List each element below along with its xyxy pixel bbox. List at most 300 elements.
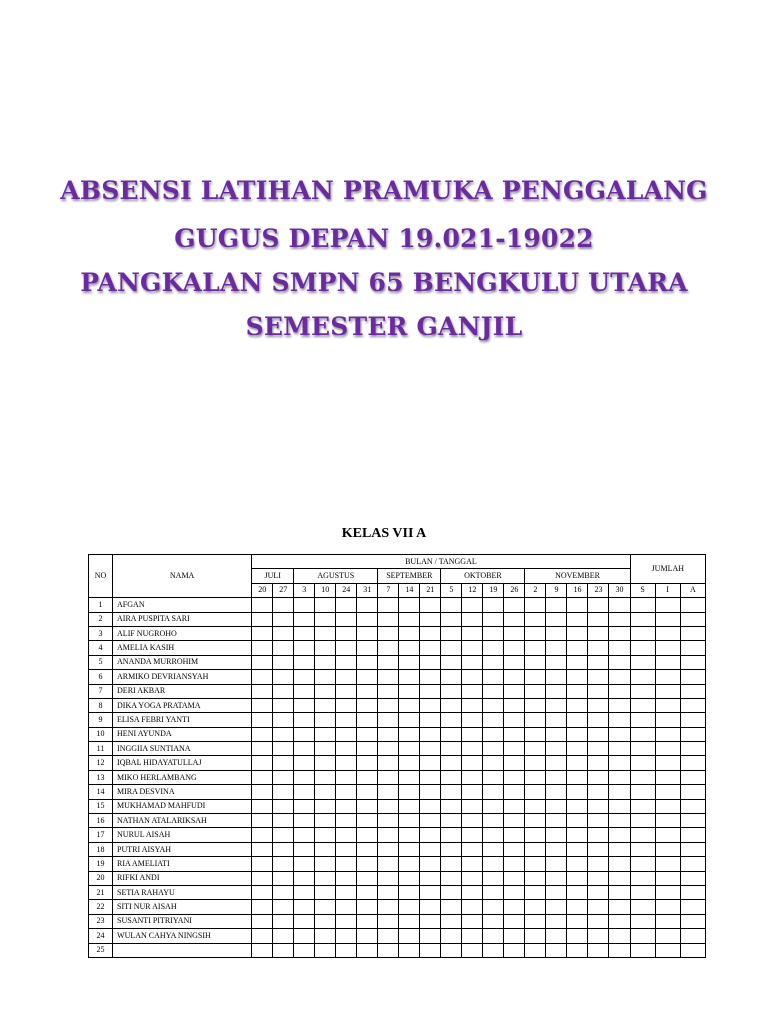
attendance-cell[interactable] xyxy=(546,914,567,928)
attendance-cell[interactable] xyxy=(357,612,378,626)
attendance-cell[interactable] xyxy=(336,885,357,899)
attendance-cell[interactable] xyxy=(525,914,546,928)
attendance-cell[interactable] xyxy=(294,742,315,756)
attendance-cell[interactable] xyxy=(609,655,630,669)
attendance-cell[interactable] xyxy=(273,914,294,928)
attendance-cell[interactable] xyxy=(357,598,378,612)
attendance-cell[interactable] xyxy=(294,756,315,770)
attendance-cell[interactable] xyxy=(655,828,680,842)
attendance-cell[interactable] xyxy=(525,655,546,669)
attendance-cell[interactable] xyxy=(680,857,705,871)
attendance-cell[interactable] xyxy=(378,785,399,799)
attendance-cell[interactable] xyxy=(525,727,546,741)
attendance-cell[interactable] xyxy=(462,655,483,669)
attendance-cell[interactable] xyxy=(294,655,315,669)
attendance-cell[interactable] xyxy=(357,770,378,784)
attendance-cell[interactable] xyxy=(546,612,567,626)
attendance-cell[interactable] xyxy=(546,641,567,655)
attendance-cell[interactable] xyxy=(420,914,441,928)
attendance-cell[interactable] xyxy=(420,900,441,914)
attendance-cell[interactable] xyxy=(420,828,441,842)
attendance-cell[interactable] xyxy=(252,857,273,871)
attendance-cell[interactable] xyxy=(420,670,441,684)
attendance-cell[interactable] xyxy=(252,943,273,957)
attendance-cell[interactable] xyxy=(546,684,567,698)
attendance-cell[interactable] xyxy=(294,914,315,928)
attendance-cell[interactable] xyxy=(378,814,399,828)
attendance-cell[interactable] xyxy=(609,713,630,727)
attendance-cell[interactable] xyxy=(567,713,588,727)
attendance-cell[interactable] xyxy=(525,871,546,885)
attendance-cell[interactable] xyxy=(567,770,588,784)
attendance-cell[interactable] xyxy=(588,943,609,957)
attendance-cell[interactable] xyxy=(336,828,357,842)
attendance-cell[interactable] xyxy=(609,598,630,612)
attendance-cell[interactable] xyxy=(525,814,546,828)
attendance-cell[interactable] xyxy=(399,698,420,712)
attendance-cell[interactable] xyxy=(420,727,441,741)
attendance-cell[interactable] xyxy=(546,943,567,957)
attendance-cell[interactable] xyxy=(378,828,399,842)
attendance-cell[interactable] xyxy=(336,684,357,698)
attendance-cell[interactable] xyxy=(420,770,441,784)
attendance-cell[interactable] xyxy=(378,914,399,928)
attendance-cell[interactable] xyxy=(441,670,462,684)
attendance-cell[interactable] xyxy=(462,698,483,712)
attendance-cell[interactable] xyxy=(315,885,336,899)
attendance-cell[interactable] xyxy=(609,684,630,698)
attendance-cell[interactable] xyxy=(462,799,483,813)
attendance-cell[interactable] xyxy=(525,929,546,943)
attendance-cell[interactable] xyxy=(483,756,504,770)
attendance-cell[interactable] xyxy=(399,828,420,842)
attendance-cell[interactable] xyxy=(378,799,399,813)
attendance-cell[interactable] xyxy=(462,770,483,784)
attendance-cell[interactable] xyxy=(504,799,525,813)
attendance-cell[interactable] xyxy=(378,943,399,957)
attendance-cell[interactable] xyxy=(399,785,420,799)
attendance-cell[interactable] xyxy=(336,641,357,655)
attendance-cell[interactable] xyxy=(252,785,273,799)
attendance-cell[interactable] xyxy=(609,670,630,684)
attendance-cell[interactable] xyxy=(315,641,336,655)
attendance-cell[interactable] xyxy=(462,900,483,914)
attendance-cell[interactable] xyxy=(441,799,462,813)
attendance-cell[interactable] xyxy=(336,655,357,669)
attendance-cell[interactable] xyxy=(462,929,483,943)
attendance-cell[interactable] xyxy=(630,770,655,784)
attendance-cell[interactable] xyxy=(399,670,420,684)
attendance-cell[interactable] xyxy=(420,641,441,655)
attendance-cell[interactable] xyxy=(441,713,462,727)
attendance-cell[interactable] xyxy=(273,929,294,943)
attendance-cell[interactable] xyxy=(378,698,399,712)
attendance-cell[interactable] xyxy=(252,770,273,784)
attendance-cell[interactable] xyxy=(525,943,546,957)
attendance-cell[interactable] xyxy=(252,842,273,856)
attendance-cell[interactable] xyxy=(420,799,441,813)
attendance-cell[interactable] xyxy=(273,698,294,712)
attendance-cell[interactable] xyxy=(420,756,441,770)
attendance-cell[interactable] xyxy=(441,770,462,784)
attendance-cell[interactable] xyxy=(357,785,378,799)
attendance-cell[interactable] xyxy=(357,885,378,899)
attendance-cell[interactable] xyxy=(588,598,609,612)
attendance-cell[interactable] xyxy=(609,770,630,784)
attendance-cell[interactable] xyxy=(630,943,655,957)
attendance-cell[interactable] xyxy=(357,900,378,914)
attendance-cell[interactable] xyxy=(462,814,483,828)
attendance-cell[interactable] xyxy=(630,871,655,885)
attendance-cell[interactable] xyxy=(483,943,504,957)
attendance-cell[interactable] xyxy=(567,943,588,957)
attendance-cell[interactable] xyxy=(336,857,357,871)
attendance-cell[interactable] xyxy=(315,814,336,828)
attendance-cell[interactable] xyxy=(655,713,680,727)
attendance-cell[interactable] xyxy=(294,885,315,899)
attendance-cell[interactable] xyxy=(273,871,294,885)
attendance-cell[interactable] xyxy=(525,900,546,914)
attendance-cell[interactable] xyxy=(357,713,378,727)
attendance-cell[interactable] xyxy=(483,799,504,813)
attendance-cell[interactable] xyxy=(315,799,336,813)
attendance-cell[interactable] xyxy=(273,742,294,756)
attendance-cell[interactable] xyxy=(441,727,462,741)
attendance-cell[interactable] xyxy=(294,698,315,712)
attendance-cell[interactable] xyxy=(680,727,705,741)
attendance-cell[interactable] xyxy=(294,799,315,813)
attendance-cell[interactable] xyxy=(420,842,441,856)
attendance-cell[interactable] xyxy=(315,943,336,957)
attendance-cell[interactable] xyxy=(462,626,483,640)
attendance-cell[interactable] xyxy=(462,785,483,799)
attendance-cell[interactable] xyxy=(336,713,357,727)
attendance-cell[interactable] xyxy=(609,641,630,655)
attendance-cell[interactable] xyxy=(378,900,399,914)
attendance-cell[interactable] xyxy=(462,943,483,957)
attendance-cell[interactable] xyxy=(504,900,525,914)
attendance-cell[interactable] xyxy=(609,885,630,899)
attendance-cell[interactable] xyxy=(441,857,462,871)
attendance-cell[interactable] xyxy=(315,756,336,770)
attendance-cell[interactable] xyxy=(609,900,630,914)
attendance-cell[interactable] xyxy=(630,914,655,928)
attendance-cell[interactable] xyxy=(588,641,609,655)
attendance-cell[interactable] xyxy=(655,785,680,799)
attendance-cell[interactable] xyxy=(483,785,504,799)
attendance-cell[interactable] xyxy=(441,756,462,770)
attendance-cell[interactable] xyxy=(588,814,609,828)
attendance-cell[interactable] xyxy=(357,828,378,842)
attendance-cell[interactable] xyxy=(567,742,588,756)
attendance-cell[interactable] xyxy=(273,670,294,684)
attendance-cell[interactable] xyxy=(525,885,546,899)
attendance-cell[interactable] xyxy=(655,756,680,770)
attendance-cell[interactable] xyxy=(399,929,420,943)
attendance-cell[interactable] xyxy=(567,756,588,770)
attendance-cell[interactable] xyxy=(294,684,315,698)
attendance-cell[interactable] xyxy=(315,727,336,741)
attendance-cell[interactable] xyxy=(420,814,441,828)
attendance-cell[interactable] xyxy=(630,929,655,943)
attendance-cell[interactable] xyxy=(294,598,315,612)
attendance-cell[interactable] xyxy=(252,713,273,727)
attendance-cell[interactable] xyxy=(252,641,273,655)
attendance-cell[interactable] xyxy=(483,885,504,899)
attendance-cell[interactable] xyxy=(504,612,525,626)
attendance-cell[interactable] xyxy=(336,626,357,640)
attendance-cell[interactable] xyxy=(609,871,630,885)
attendance-cell[interactable] xyxy=(504,684,525,698)
attendance-cell[interactable] xyxy=(546,698,567,712)
attendance-cell[interactable] xyxy=(441,900,462,914)
attendance-cell[interactable] xyxy=(630,612,655,626)
attendance-cell[interactable] xyxy=(273,900,294,914)
attendance-cell[interactable] xyxy=(315,770,336,784)
attendance-cell[interactable] xyxy=(399,814,420,828)
attendance-cell[interactable] xyxy=(630,727,655,741)
attendance-cell[interactable] xyxy=(420,929,441,943)
attendance-cell[interactable] xyxy=(336,929,357,943)
attendance-cell[interactable] xyxy=(483,612,504,626)
attendance-cell[interactable] xyxy=(399,799,420,813)
attendance-cell[interactable] xyxy=(588,713,609,727)
attendance-cell[interactable] xyxy=(655,641,680,655)
attendance-cell[interactable] xyxy=(273,943,294,957)
attendance-cell[interactable] xyxy=(294,900,315,914)
attendance-cell[interactable] xyxy=(588,770,609,784)
attendance-cell[interactable] xyxy=(525,641,546,655)
attendance-cell[interactable] xyxy=(441,641,462,655)
attendance-cell[interactable] xyxy=(273,598,294,612)
attendance-cell[interactable] xyxy=(680,684,705,698)
attendance-cell[interactable] xyxy=(294,713,315,727)
attendance-cell[interactable] xyxy=(420,857,441,871)
attendance-cell[interactable] xyxy=(680,655,705,669)
attendance-cell[interactable] xyxy=(273,641,294,655)
attendance-cell[interactable] xyxy=(655,598,680,612)
attendance-cell[interactable] xyxy=(525,670,546,684)
attendance-cell[interactable] xyxy=(399,871,420,885)
attendance-cell[interactable] xyxy=(420,612,441,626)
attendance-cell[interactable] xyxy=(273,828,294,842)
attendance-cell[interactable] xyxy=(252,885,273,899)
attendance-cell[interactable] xyxy=(441,598,462,612)
attendance-cell[interactable] xyxy=(378,871,399,885)
attendance-cell[interactable] xyxy=(546,900,567,914)
attendance-cell[interactable] xyxy=(655,814,680,828)
attendance-cell[interactable] xyxy=(504,814,525,828)
attendance-cell[interactable] xyxy=(567,641,588,655)
attendance-cell[interactable] xyxy=(483,900,504,914)
attendance-cell[interactable] xyxy=(336,742,357,756)
attendance-cell[interactable] xyxy=(273,655,294,669)
attendance-cell[interactable] xyxy=(462,713,483,727)
attendance-cell[interactable] xyxy=(441,943,462,957)
attendance-cell[interactable] xyxy=(315,655,336,669)
attendance-cell[interactable] xyxy=(609,828,630,842)
attendance-cell[interactable] xyxy=(609,727,630,741)
attendance-cell[interactable] xyxy=(546,828,567,842)
attendance-cell[interactable] xyxy=(588,785,609,799)
attendance-cell[interactable] xyxy=(294,871,315,885)
attendance-cell[interactable] xyxy=(504,713,525,727)
attendance-cell[interactable] xyxy=(378,885,399,899)
attendance-cell[interactable] xyxy=(378,641,399,655)
attendance-cell[interactable] xyxy=(655,655,680,669)
attendance-cell[interactable] xyxy=(588,756,609,770)
attendance-cell[interactable] xyxy=(357,943,378,957)
attendance-cell[interactable] xyxy=(336,598,357,612)
attendance-cell[interactable] xyxy=(567,598,588,612)
attendance-cell[interactable] xyxy=(462,641,483,655)
attendance-cell[interactable] xyxy=(483,914,504,928)
attendance-cell[interactable] xyxy=(546,626,567,640)
attendance-cell[interactable] xyxy=(546,713,567,727)
attendance-cell[interactable] xyxy=(336,670,357,684)
attendance-cell[interactable] xyxy=(462,756,483,770)
attendance-cell[interactable] xyxy=(483,814,504,828)
attendance-cell[interactable] xyxy=(399,885,420,899)
attendance-cell[interactable] xyxy=(399,914,420,928)
attendance-cell[interactable] xyxy=(441,612,462,626)
attendance-cell[interactable] xyxy=(294,785,315,799)
attendance-cell[interactable] xyxy=(567,914,588,928)
attendance-cell[interactable] xyxy=(546,885,567,899)
attendance-cell[interactable] xyxy=(655,885,680,899)
attendance-cell[interactable] xyxy=(336,900,357,914)
attendance-cell[interactable] xyxy=(567,929,588,943)
attendance-cell[interactable] xyxy=(483,828,504,842)
attendance-cell[interactable] xyxy=(609,943,630,957)
attendance-cell[interactable] xyxy=(294,842,315,856)
attendance-cell[interactable] xyxy=(378,770,399,784)
attendance-cell[interactable] xyxy=(273,842,294,856)
attendance-cell[interactable] xyxy=(336,770,357,784)
attendance-cell[interactable] xyxy=(680,828,705,842)
attendance-cell[interactable] xyxy=(680,756,705,770)
attendance-cell[interactable] xyxy=(546,742,567,756)
attendance-cell[interactable] xyxy=(441,828,462,842)
attendance-cell[interactable] xyxy=(567,670,588,684)
attendance-cell[interactable] xyxy=(462,742,483,756)
attendance-cell[interactable] xyxy=(315,626,336,640)
attendance-cell[interactable] xyxy=(378,742,399,756)
attendance-cell[interactable] xyxy=(483,670,504,684)
attendance-cell[interactable] xyxy=(441,742,462,756)
attendance-cell[interactable] xyxy=(630,814,655,828)
attendance-cell[interactable] xyxy=(567,655,588,669)
attendance-cell[interactable] xyxy=(441,655,462,669)
attendance-cell[interactable] xyxy=(399,684,420,698)
attendance-cell[interactable] xyxy=(504,871,525,885)
attendance-cell[interactable] xyxy=(655,727,680,741)
attendance-cell[interactable] xyxy=(315,842,336,856)
attendance-cell[interactable] xyxy=(420,871,441,885)
attendance-cell[interactable] xyxy=(357,857,378,871)
attendance-cell[interactable] xyxy=(655,698,680,712)
attendance-cell[interactable] xyxy=(609,756,630,770)
attendance-cell[interactable] xyxy=(483,698,504,712)
attendance-cell[interactable] xyxy=(399,598,420,612)
attendance-cell[interactable] xyxy=(294,670,315,684)
attendance-cell[interactable] xyxy=(680,785,705,799)
attendance-cell[interactable] xyxy=(609,626,630,640)
attendance-cell[interactable] xyxy=(357,670,378,684)
attendance-cell[interactable] xyxy=(525,684,546,698)
attendance-cell[interactable] xyxy=(680,943,705,957)
attendance-cell[interactable] xyxy=(680,770,705,784)
attendance-cell[interactable] xyxy=(294,814,315,828)
attendance-cell[interactable] xyxy=(462,914,483,928)
attendance-cell[interactable] xyxy=(546,857,567,871)
attendance-cell[interactable] xyxy=(525,842,546,856)
attendance-cell[interactable] xyxy=(294,641,315,655)
attendance-cell[interactable] xyxy=(252,612,273,626)
attendance-cell[interactable] xyxy=(546,929,567,943)
attendance-cell[interactable] xyxy=(336,756,357,770)
attendance-cell[interactable] xyxy=(273,857,294,871)
attendance-cell[interactable] xyxy=(504,655,525,669)
attendance-cell[interactable] xyxy=(655,929,680,943)
attendance-cell[interactable] xyxy=(525,799,546,813)
attendance-cell[interactable] xyxy=(630,799,655,813)
attendance-cell[interactable] xyxy=(630,842,655,856)
attendance-cell[interactable] xyxy=(567,828,588,842)
attendance-cell[interactable] xyxy=(441,885,462,899)
attendance-cell[interactable] xyxy=(273,799,294,813)
attendance-cell[interactable] xyxy=(273,756,294,770)
attendance-cell[interactable] xyxy=(252,756,273,770)
attendance-cell[interactable] xyxy=(546,814,567,828)
attendance-cell[interactable] xyxy=(441,914,462,928)
attendance-cell[interactable] xyxy=(378,655,399,669)
attendance-cell[interactable] xyxy=(609,612,630,626)
attendance-cell[interactable] xyxy=(252,914,273,928)
attendance-cell[interactable] xyxy=(546,842,567,856)
attendance-cell[interactable] xyxy=(655,670,680,684)
attendance-cell[interactable] xyxy=(680,814,705,828)
attendance-cell[interactable] xyxy=(336,814,357,828)
attendance-cell[interactable] xyxy=(567,885,588,899)
attendance-cell[interactable] xyxy=(630,900,655,914)
attendance-cell[interactable] xyxy=(420,943,441,957)
attendance-cell[interactable] xyxy=(680,842,705,856)
attendance-cell[interactable] xyxy=(546,727,567,741)
attendance-cell[interactable] xyxy=(588,857,609,871)
attendance-cell[interactable] xyxy=(588,670,609,684)
attendance-cell[interactable] xyxy=(315,929,336,943)
attendance-cell[interactable] xyxy=(315,713,336,727)
attendance-cell[interactable] xyxy=(546,756,567,770)
attendance-cell[interactable] xyxy=(315,900,336,914)
attendance-cell[interactable] xyxy=(336,612,357,626)
attendance-cell[interactable] xyxy=(588,655,609,669)
attendance-cell[interactable] xyxy=(336,914,357,928)
attendance-cell[interactable] xyxy=(525,828,546,842)
attendance-cell[interactable] xyxy=(420,655,441,669)
attendance-cell[interactable] xyxy=(680,871,705,885)
attendance-cell[interactable] xyxy=(680,885,705,899)
attendance-cell[interactable] xyxy=(357,684,378,698)
attendance-cell[interactable] xyxy=(378,756,399,770)
attendance-cell[interactable] xyxy=(504,914,525,928)
attendance-cell[interactable] xyxy=(336,727,357,741)
attendance-cell[interactable] xyxy=(525,612,546,626)
attendance-cell[interactable] xyxy=(655,842,680,856)
attendance-cell[interactable] xyxy=(336,698,357,712)
attendance-cell[interactable] xyxy=(441,785,462,799)
